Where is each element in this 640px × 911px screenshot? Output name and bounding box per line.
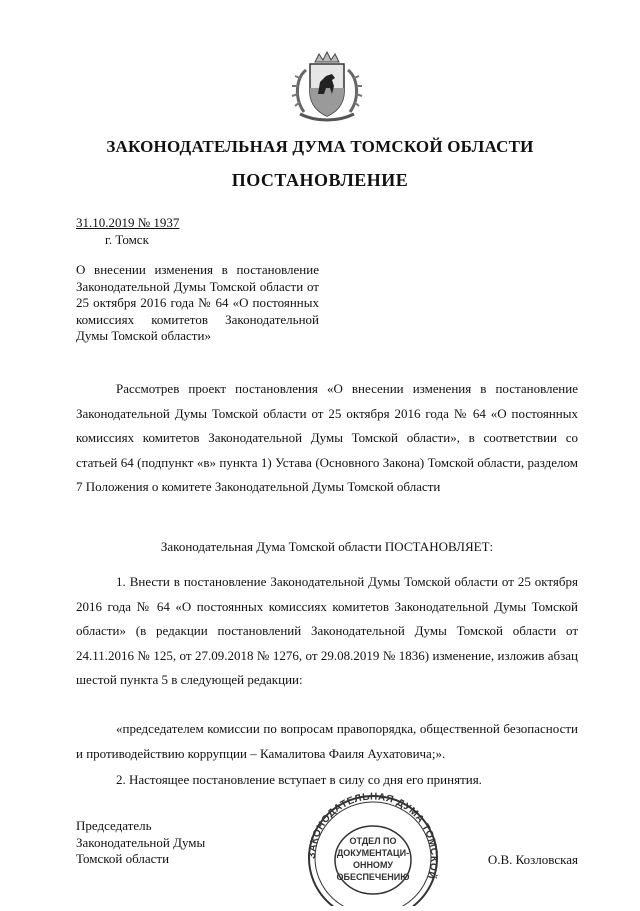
signatory-name: О.В. Козловская — [487, 852, 578, 867]
stamp-line: ДОКУМЕНТАЦИ- — [336, 848, 410, 858]
signatory-position — [76, 818, 205, 868]
signatory-position-line: Томской области — [76, 851, 170, 867]
resolves-paragraph: Законодательная Дума Томской области ПОСТАНОВЛЯЕТ: — [160, 539, 494, 554]
document-city: г. Томск — [105, 232, 149, 247]
organization-title: ЗАКОНОДАТЕЛЬНАЯ ДУМА ТОМСКОЙ ОБЛАСТИ — [106, 137, 534, 156]
item-1-paragraph: 1. Внести в постановление Законодательной Думы Томской области от 25 октября 2016 года № 64 «О постоянных комиссиях комитетов Законодательной Думы Томской области» (в редакции постановлений Законодательной Думы Томской области от 24.11.2016 № 125, от 27.09.2018 № 1276, от 29.08.2019 № 1836) изменение, изложив абзац шестой пункта 5 в следующей редакции: — [76, 574, 578, 687]
stamp-line: ОННОМУ — [352, 860, 394, 870]
signatory-position-line: Председатель — [76, 818, 152, 833]
document-subject: О внесении изменения в постановление Законодательной Думы Томской области от 25 октября 2016 года № 64 «О постоянных комиссиях комитетов Законодательной Думы Томской области» — [76, 262, 319, 344]
document-date-number: 31.10.2019 № 1937 — [76, 215, 180, 230]
item-1-quote-paragraph: «председателем комиссии по вопросам правопорядка, общественной безопасности и противодействию коррупции – Камалитова Фаиля Аухатовича;». — [76, 721, 578, 761]
preamble-paragraph: Рассмотрев проект постановления «О внесении изменения в постановление Законодательной Думы Томской области от 25 октября 2016 года № 64 «О постоянных комиссиях комитетов Законодательной Думы Томской области», в соответствии со статьей 64 (подпункт «в» пункта 1) Устава (Основного Закона) Томской области, разделом 7 Положения о комитете Законодательной Думы Томской области — [76, 381, 578, 494]
signatory-position-line: Законодательной Думы — [76, 834, 206, 850]
stamp-line: ОТДЕЛ ПО — [349, 836, 397, 846]
stamp-line: ОБЕСПЕЧЕНИЮ — [336, 872, 410, 882]
official-stamp — [298, 786, 448, 906]
coat-of-arms-emblem — [286, 48, 368, 126]
svg-text:ЗАКОНОДАТЕЛЬНАЯ ДУМА ТОМСКОЙ: ЗАКОНОДАТЕЛЬНАЯ ДУМА ТОМСКОЙ — [306, 791, 440, 881]
item-2-paragraph: 2. Настоящее постановление вступает в силу со дня его принятия. — [116, 772, 482, 787]
document-type-title: ПОСТАНОВЛЕНИЕ — [231, 170, 409, 190]
